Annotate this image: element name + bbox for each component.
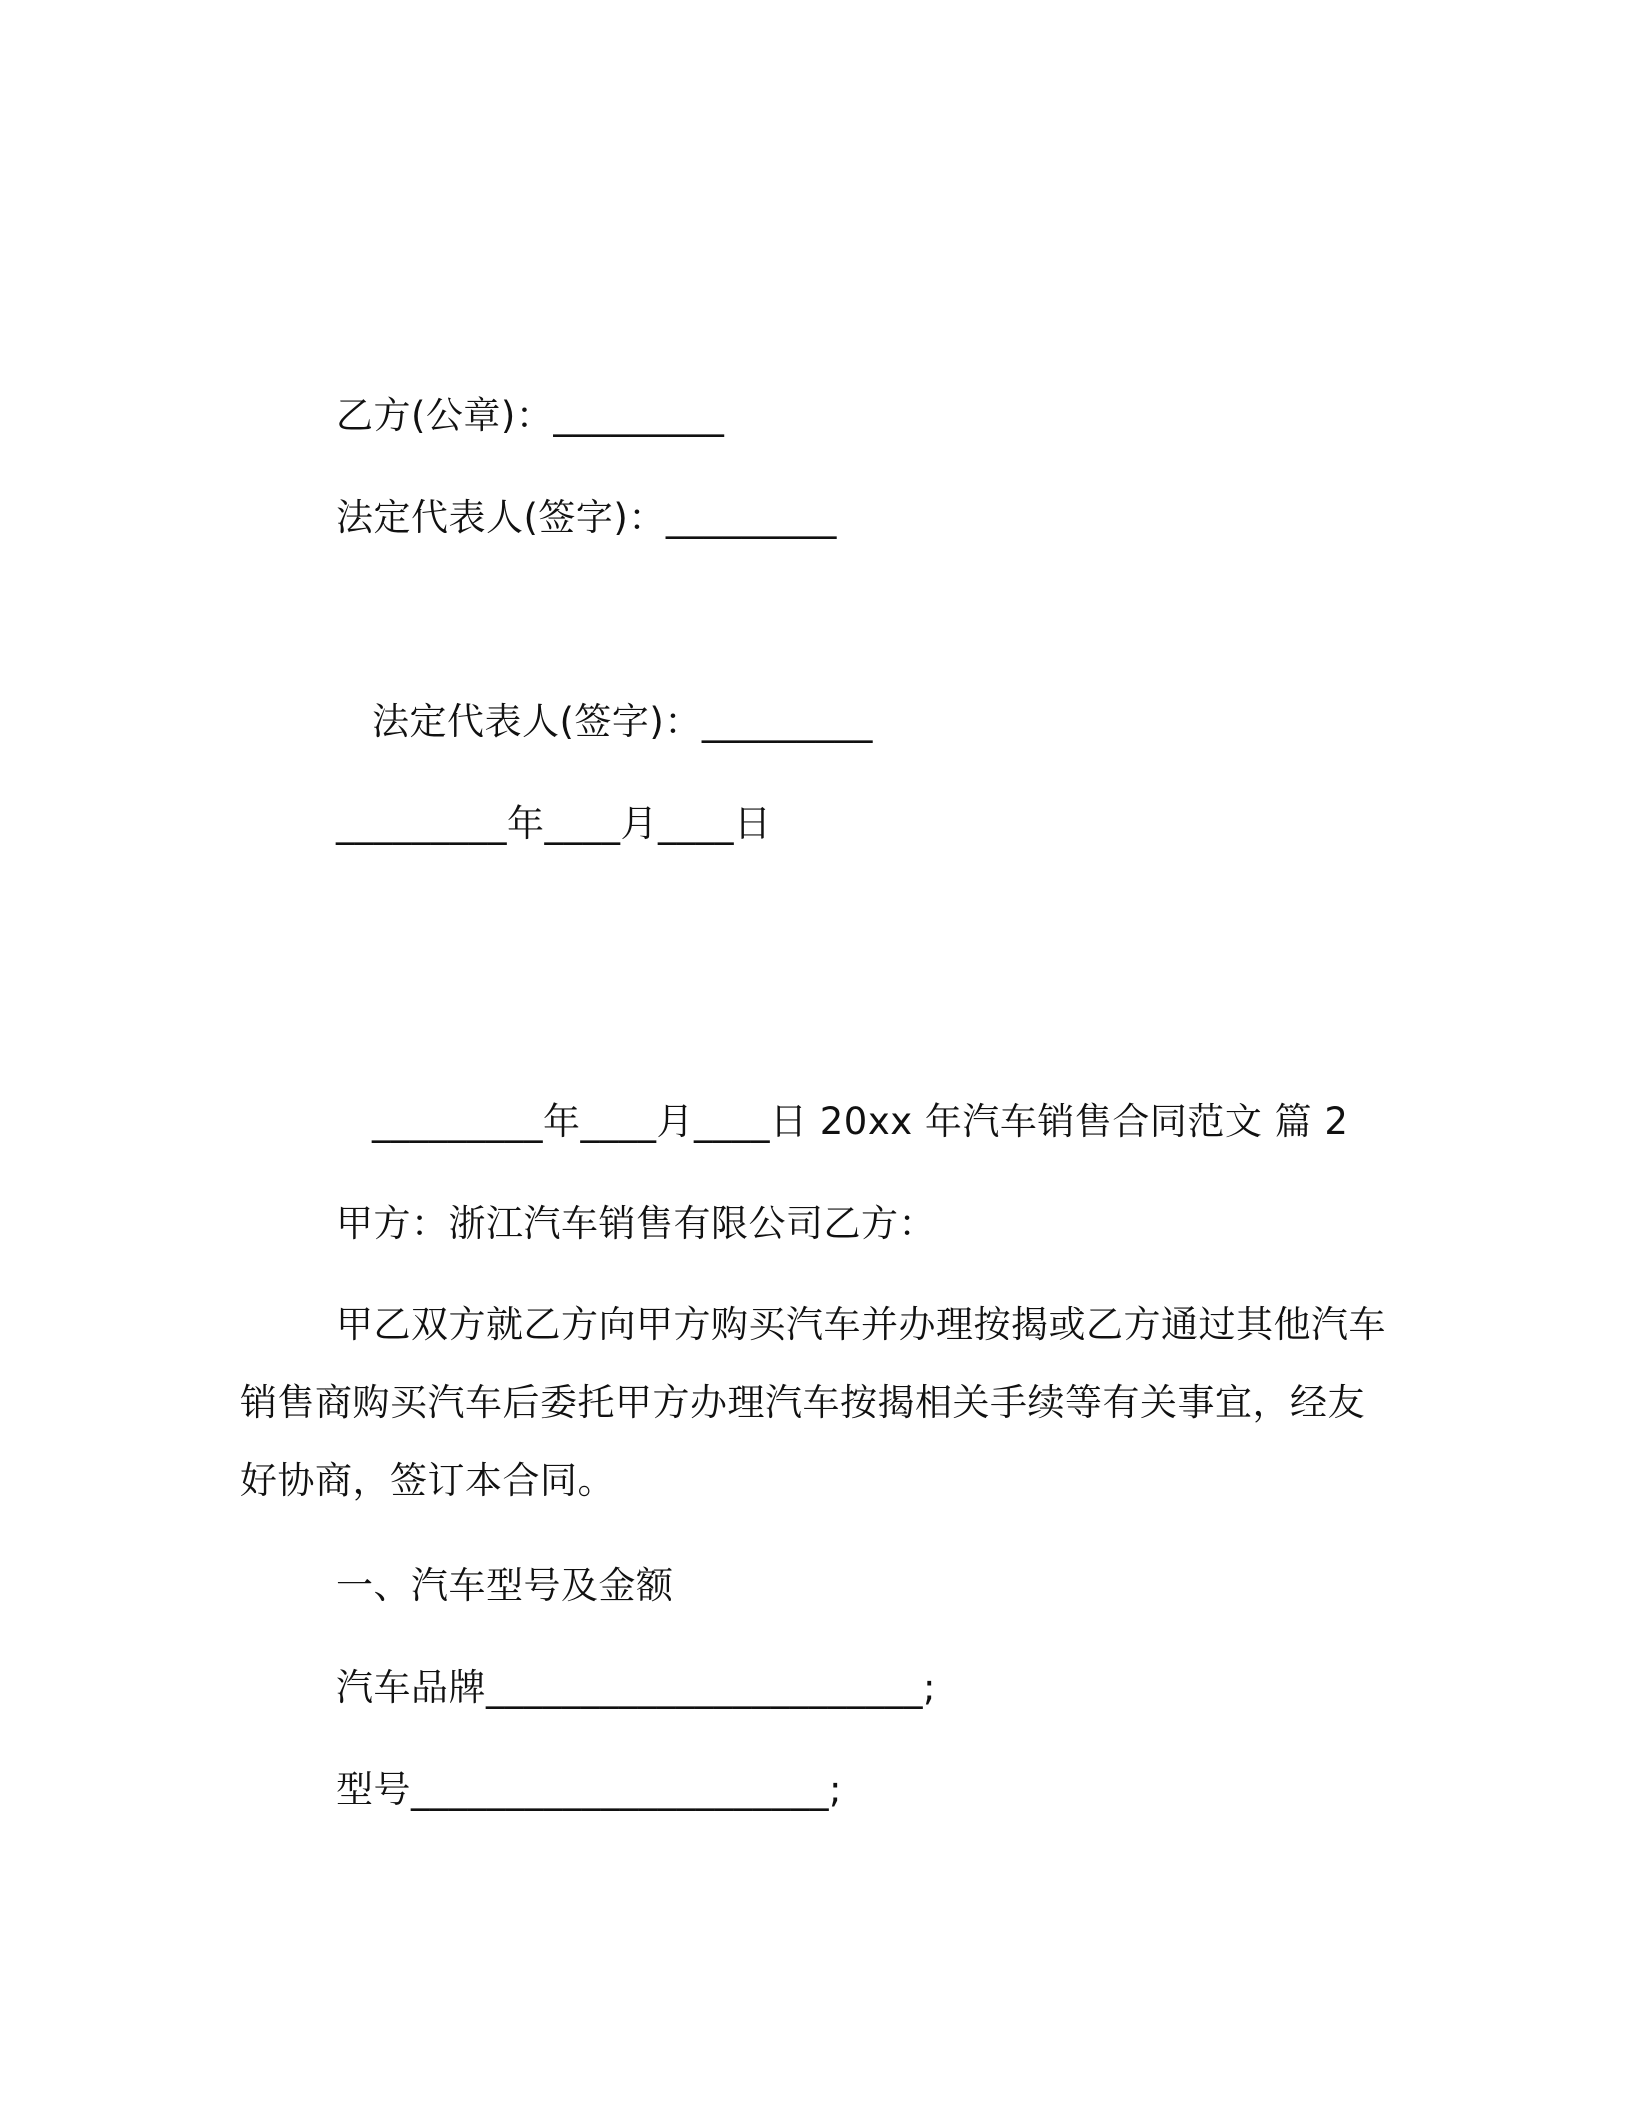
legal-representative-line: 法定代表人(签字)：_________ xyxy=(336,496,837,539)
legal-representative-line-indented: 法定代表人(签字)：_________ xyxy=(372,700,873,743)
date-line: _________年____月____日 xyxy=(336,802,772,845)
intro-paragraph: 甲乙双方就乙方向甲方购买汽车并办理按揭或乙方通过其他汽车销售商购买汽车后委托甲方办理汽车按揭相关手续等有关事宜，经友好协商，签订本合同。 xyxy=(240,1303,1386,1502)
section-title: 一、汽车型号及金额 xyxy=(336,1564,674,1607)
car-model-field: 型号______________________; xyxy=(336,1768,842,1811)
contract-heading: _________年____月____日 20xx 年汽车销售合同范文 篇 2 xyxy=(372,1100,1349,1143)
car-brand-field: 汽车品牌_______________________; xyxy=(336,1666,936,1709)
party-a-line: 甲方：浙江汽车销售有限公司乙方： xyxy=(336,1202,936,1245)
party-b-seal-line: 乙方(公章)：_________ xyxy=(336,394,725,437)
